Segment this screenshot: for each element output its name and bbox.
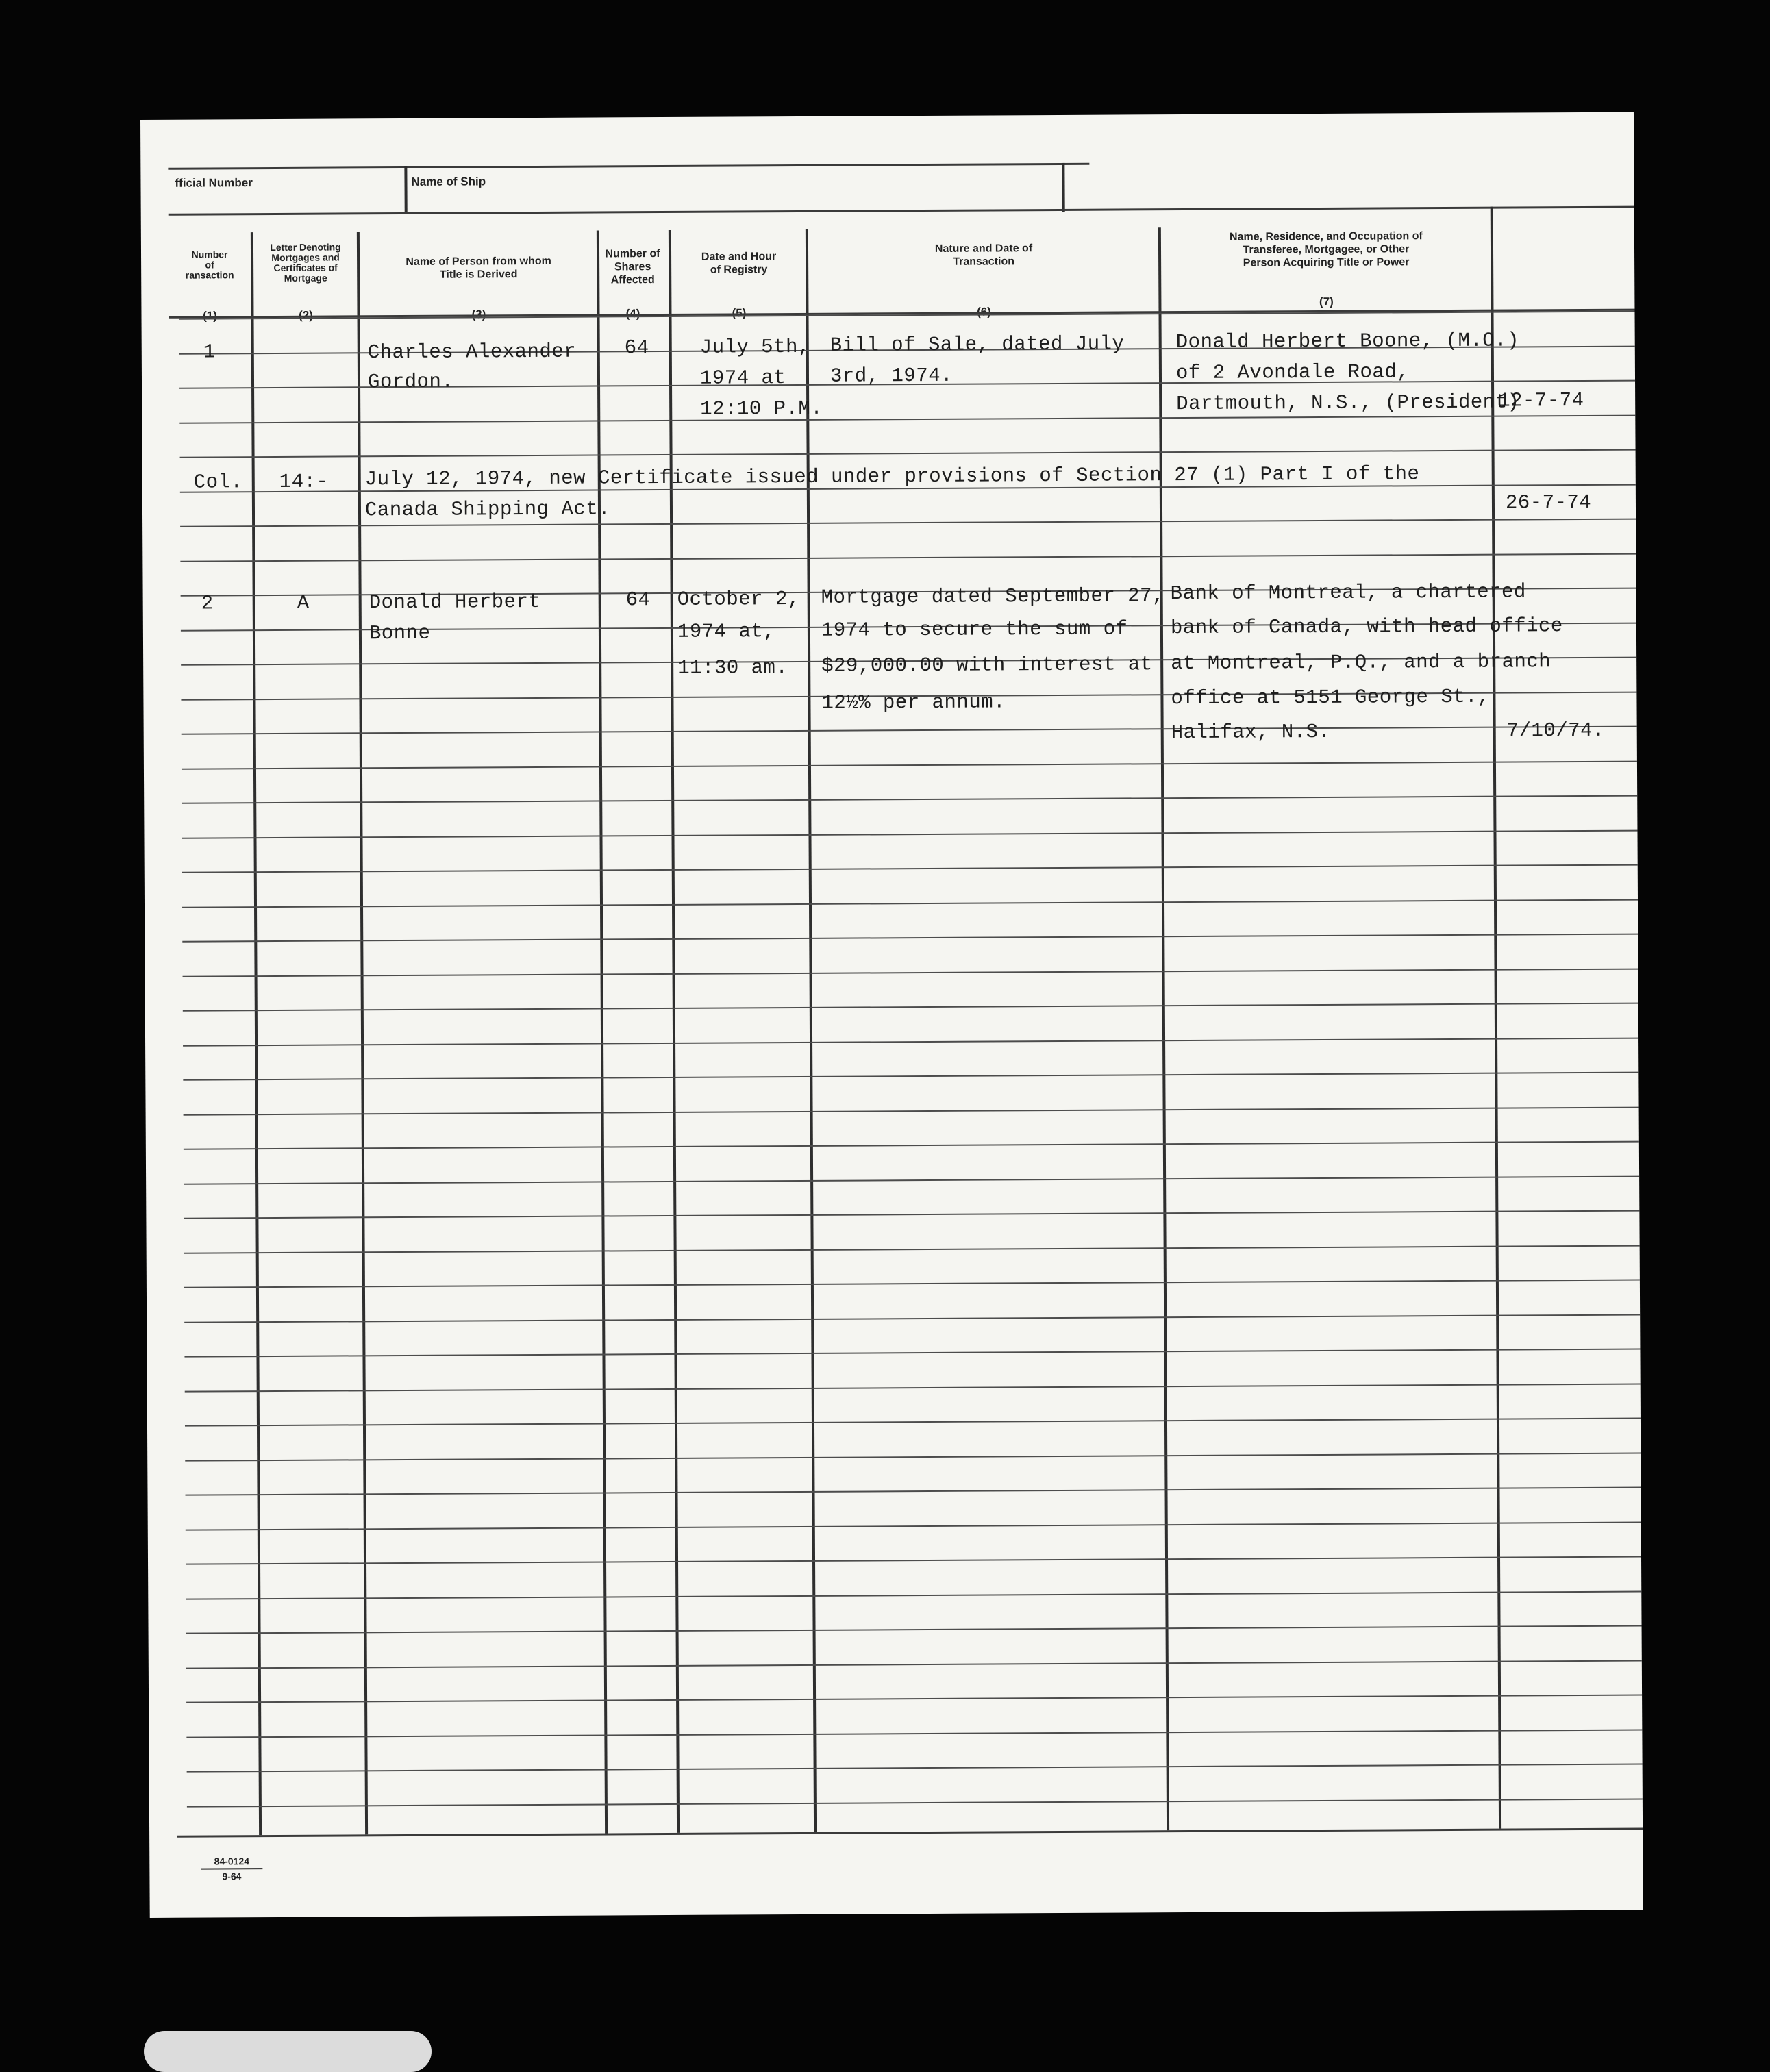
rule-line (184, 1314, 1640, 1323)
form-number-date: 9-64 (222, 1871, 242, 1882)
entry2-letter: A (297, 591, 310, 614)
rule-line (184, 1107, 1639, 1116)
rule-line (179, 415, 1635, 424)
rule-line (182, 726, 1637, 735)
entry2-registry-line3: 11:30 am. (677, 656, 788, 679)
rule-line (184, 1141, 1639, 1150)
entry2-nature-line4: 12½% per annum. (821, 690, 1006, 714)
rule-line (184, 1349, 1640, 1358)
rule-line (186, 1487, 1641, 1496)
entry2-nature-line3: $29,000.00 with interest at (821, 653, 1153, 677)
rule-line (186, 1625, 1642, 1634)
rule-line (182, 864, 1638, 873)
rule-line (186, 1522, 1641, 1531)
note-line1: July 12, 1974, new Certificate issued under provisions of Section 27 (1) Part I of the (364, 462, 1420, 491)
rule-line (184, 1210, 1639, 1219)
entry2-transferee-line2: bank of Canada, with head office (1170, 614, 1563, 640)
rule-line (182, 761, 1637, 770)
entry2-registry-line2: 1974 at, (677, 620, 776, 643)
rule-line (186, 1556, 1641, 1565)
note-line2: Canada Shipping Act. (364, 497, 611, 522)
entry2-transferee-line4: office at 5151 George St., (1171, 685, 1491, 710)
col-divider-1 (251, 232, 262, 1835)
note-col2: 14:- (279, 470, 329, 493)
official-number-label: fficial Number (175, 176, 253, 190)
rule-line (182, 795, 1637, 804)
col2-header: Letter Denoting Mortgages and Certificates of Mortgage (270, 241, 341, 284)
entry1-margin-date: 12-7-74 (1498, 388, 1584, 412)
form-number (201, 1856, 262, 1882)
rule-line (183, 969, 1638, 977)
entry1-registry-line1: July 5th, (699, 335, 810, 359)
header-box-bottom (169, 206, 1634, 216)
rule-line (185, 1418, 1641, 1427)
entry1-shares: 64 (624, 336, 649, 360)
rule-line (186, 1730, 1642, 1738)
rule-line (184, 1245, 1640, 1254)
rule-line (183, 1038, 1638, 1047)
rule-line (186, 1591, 1641, 1600)
top-border (168, 163, 1089, 170)
entry1-person-line2: Gordon. (367, 370, 454, 394)
rule-line (180, 449, 1636, 458)
rule-line (180, 553, 1636, 562)
form-number-code: 84-0124 (201, 1856, 262, 1869)
entry1-nature-line1: Bill of Sale, dated July (830, 332, 1125, 357)
note-margin-date: 26-7-74 (1505, 490, 1592, 514)
rule-line (183, 1072, 1638, 1081)
rule-line (182, 899, 1638, 908)
rule-line (187, 1799, 1643, 1808)
rule-line (185, 1453, 1641, 1462)
entry2-shares: 64 (625, 588, 651, 612)
rule-line (184, 1280, 1640, 1288)
entry2-registry-line1: October 2, (677, 587, 800, 611)
scan-artifact (144, 2031, 432, 2072)
entry2-number: 2 (201, 592, 214, 615)
name-of-ship-right-border (1062, 163, 1064, 212)
entry1-transferee-line2: of 2 Avondale Road, (1175, 360, 1410, 385)
col5-header: Date and Hour of Registry (701, 251, 777, 276)
rule-line (186, 1660, 1642, 1669)
col7-header: Name, Residence, and Occupation of Transferee, Mortgagee, or Other Person Acquiring Title or Power (1229, 230, 1423, 269)
col3-header: Name of Person from whom Title is Derived (406, 255, 551, 281)
rule-line (182, 934, 1638, 943)
entry1-registry-line3: 12:10 P.M. (700, 397, 823, 421)
official-number-divider (404, 166, 407, 214)
entry1-number: 1 (203, 340, 216, 364)
rule-line (184, 1176, 1639, 1185)
ruled-lines (140, 112, 1634, 120)
rule-line (182, 830, 1637, 839)
entry1-person-line1: Charles Alexander (367, 340, 577, 364)
col7-number: (7) (1319, 295, 1334, 308)
entry2-person-line2: Bonne (369, 621, 431, 645)
entry2-nature-line1: Mortgage dated September 27, (821, 584, 1165, 609)
rule-line (187, 1764, 1643, 1773)
rule-line (185, 1384, 1641, 1393)
entry1-nature-line2: 3rd, 1974. (830, 364, 953, 388)
note-col1: Col. (193, 471, 243, 494)
entry2-margin-date: 7/10/74. (1506, 719, 1606, 742)
entry1-registry-line2: 1974 at (699, 366, 786, 390)
entry1-transferee-line3: Dartmouth, N.S., (President) (1176, 390, 1520, 416)
rule-line (183, 1003, 1638, 1012)
entry2-transferee-line5: Halifax, N.S. (1171, 720, 1331, 745)
col6-header: Nature and Date of Transaction (934, 242, 1033, 268)
rule-line (186, 1695, 1642, 1703)
entry1-transferee-line1: Donald Herbert Boone, (M.O.) (1175, 329, 1520, 354)
col4-header: Number of Shares Affected (605, 248, 660, 286)
entry2-transferee-line3: at Montreal, P.Q., and a branch (1171, 650, 1551, 675)
entry2-nature-line2: 1974 to secure the sum of (821, 617, 1128, 642)
name-of-ship-label: Name of Ship (411, 175, 486, 188)
col1-header: Number of ransaction (185, 249, 234, 281)
entry2-transferee-line1: Bank of Montreal, a chartered (1170, 580, 1526, 606)
register-page (140, 112, 1643, 1918)
entry2-person-line1: Donald Herbert (369, 590, 541, 614)
table-bottom-border (177, 1828, 1643, 1838)
